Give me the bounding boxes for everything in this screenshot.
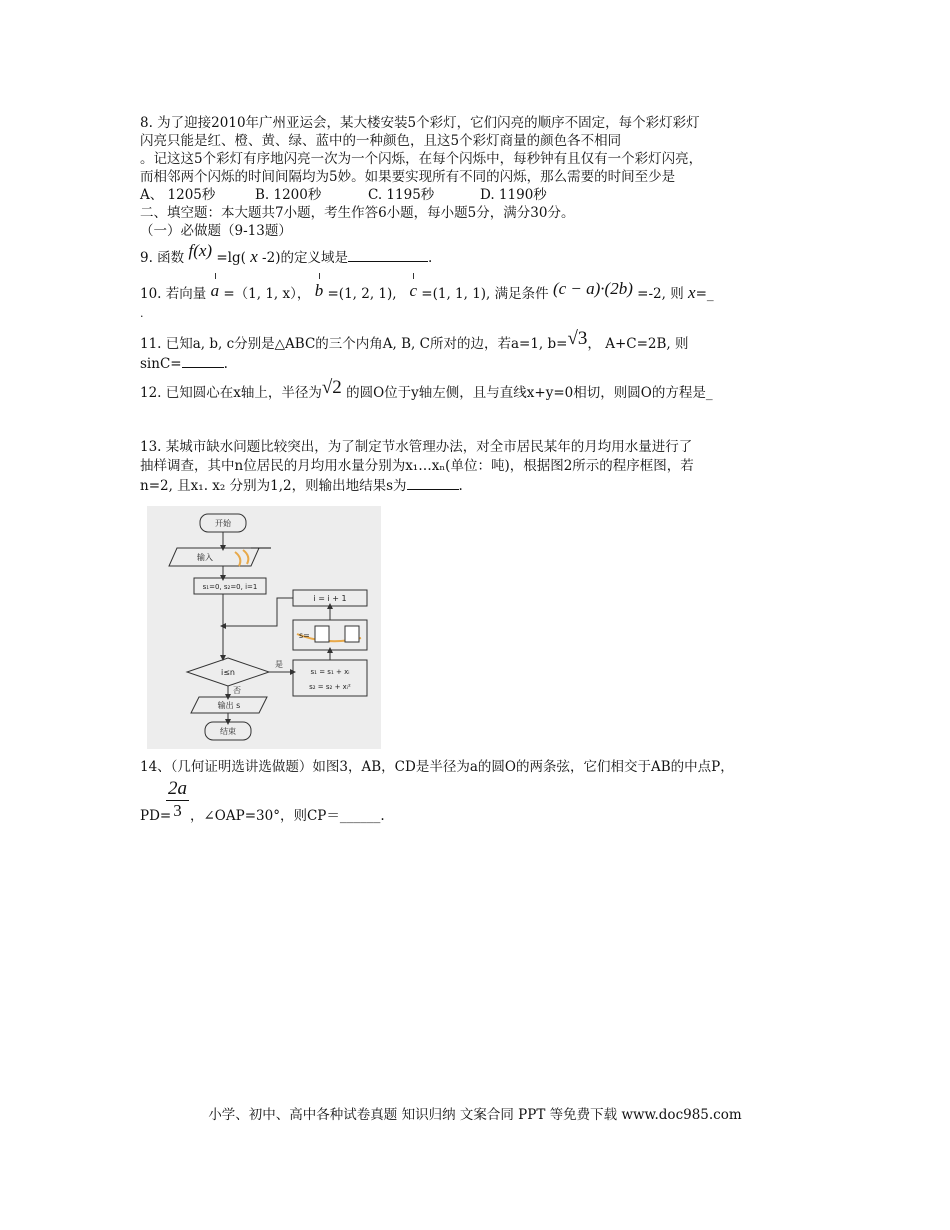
flow-no-label: 否 [233, 686, 241, 695]
q10-b: b [314, 281, 324, 300]
q13-blank [407, 476, 459, 490]
q11-line2 [140, 354, 228, 373]
flow-end-label: 结束 [220, 727, 236, 736]
flowchart-svg [147, 506, 381, 749]
q10-dot-line: . [140, 307, 144, 320]
q10-c: c [409, 281, 417, 300]
q13-line2: 抽样调查，其中n位居民的月均用水量分别为x₁…xₙ(单位：吨)，根据图2所示的程序框图，若 [140, 458, 694, 474]
flow-start-label: 开始 [215, 519, 231, 528]
q9-x: x [250, 247, 258, 266]
flow-update1-label: s₁ = s₁ + xᵢ [310, 668, 350, 676]
section2-sub: （一）必做题（9-13题） [140, 223, 292, 239]
q8-option-b: B. 1200秒 [255, 187, 322, 203]
q8-options [140, 186, 547, 204]
q10-post: =-2, 则 [637, 286, 684, 302]
q12-pre: 12. 已知圆心在x轴上，半径为 [140, 385, 322, 401]
q9-pre: 9. 函数 [140, 250, 185, 266]
q11-line1 [140, 328, 689, 353]
q11-sqrt3: √3 [567, 328, 588, 349]
q10 [140, 279, 714, 303]
q8-option-a: A、 1205秒 [140, 187, 216, 203]
flow-init-label: s₁=0, s₂=0, i=1 [202, 583, 258, 591]
q11-sinc: sinC= [140, 356, 182, 372]
q11-blank [182, 354, 224, 368]
q10-x: x [688, 283, 696, 302]
q8-line2: 闪亮只能是红、橙、黄、绿、蓝中的一种颜色，且这5个彩灯商量的颜色各不相同 [140, 133, 622, 149]
q8-line4: 而相邻两个闪烁的时间间隔均为5妙。如果要实现所有不同的闪烁，那么需要的时间至少是 [140, 169, 676, 185]
flow-condition-label: i≤n [221, 668, 235, 677]
q10-c-val: =(1, 1, 1), 满足条件 [421, 286, 549, 302]
q10-b-val: =(1, 2, 1), [327, 286, 397, 302]
q14-line1: 14、（几何证明选讲选做题）如图3，AB，CD是半径为a的圆O的两条弦，它们相交于AB的中点P， [140, 759, 734, 775]
q9-fx: f(x) [188, 241, 213, 260]
q11-end: . [223, 356, 228, 372]
q13-line1: 13. 某城市缺水问题比较突出，为了制定节水管理办法，对全市居民某年的月均用水量进行了 [140, 439, 693, 455]
q10-dot: · [600, 279, 605, 298]
q10-pre: 10. 若向量 [140, 286, 207, 302]
q11-post: ， A+C=2B, 则 [587, 336, 689, 352]
q12-post: 的圆O位于y轴左侧，且与直线x+y=0相切，则圆O的方程是_ [341, 385, 713, 401]
flow-compute-label: s= [299, 631, 310, 640]
flow-increment-label: i = i + 1 [313, 594, 347, 603]
q11-pre: 11. 已知a, b, c分别是△ABC的三个内角A, B, C所对的边，若a=1, b= [140, 336, 568, 352]
flow-input-label: 输入 [197, 553, 213, 562]
flow-output-label: 输出 s [217, 701, 241, 710]
section2-title: 二、填空题：本大题共7小题，考生作答6小题，每小题5分，满分30分。 [140, 205, 575, 221]
q12 [140, 377, 713, 402]
q10-expr2: (2b) [604, 279, 633, 298]
q13-line3 [140, 476, 463, 495]
q13-line3-text: n=2, 且x₁. x₂ 分别为1,2，则输出地结果s为 [140, 478, 407, 494]
flow-input-box [169, 548, 259, 566]
q9-mid: =lg( [216, 250, 246, 266]
flow-yes-label: 是 [275, 660, 283, 669]
q8-option-d: D. 1190秒 [480, 187, 547, 203]
q12-sqrt2: √2 [321, 377, 342, 398]
q9-blank [348, 248, 428, 262]
q9-end: . [427, 250, 433, 266]
q14-numerator: 2a [168, 778, 187, 799]
q14-pd: PD= [140, 808, 172, 824]
q8-line1: 8. 为了迎接2010年广州亚运会，某大楼安装5个彩灯，它们闪亮的顺序不固定，每个彩灯彩灯 [140, 115, 700, 131]
flow-update2-label: s₂ = s₂ + xᵢ² [309, 683, 351, 691]
q10-end: =_ [695, 286, 714, 302]
q10-a: a [210, 281, 220, 300]
q10-expr1: (c − a) [552, 279, 601, 298]
flowchart-figure [147, 506, 381, 749]
q13-end: . [458, 478, 463, 494]
q10-a-val: =（1, 1, x）， [223, 286, 311, 302]
q9-post: -2)的定义域是 [262, 250, 348, 266]
q14-denominator: 3 [173, 801, 182, 820]
q9 [140, 241, 433, 267]
page-footer: 小学、初中、高中各种试卷真题 知识归纳 文案合同 PPT 等免费下载 www.doc985.com [208, 1107, 742, 1123]
q8-line3: 。记这这5个彩灯有序地闪亮一次为一个闪烁，在每个闪烁中，每秒钟有且仅有一个彩灯闪亮， [140, 151, 703, 167]
q14-post: ，∠OAP=30°，则CP＝______. [190, 808, 385, 824]
q8-option-c: C. 1195秒 [368, 187, 435, 203]
